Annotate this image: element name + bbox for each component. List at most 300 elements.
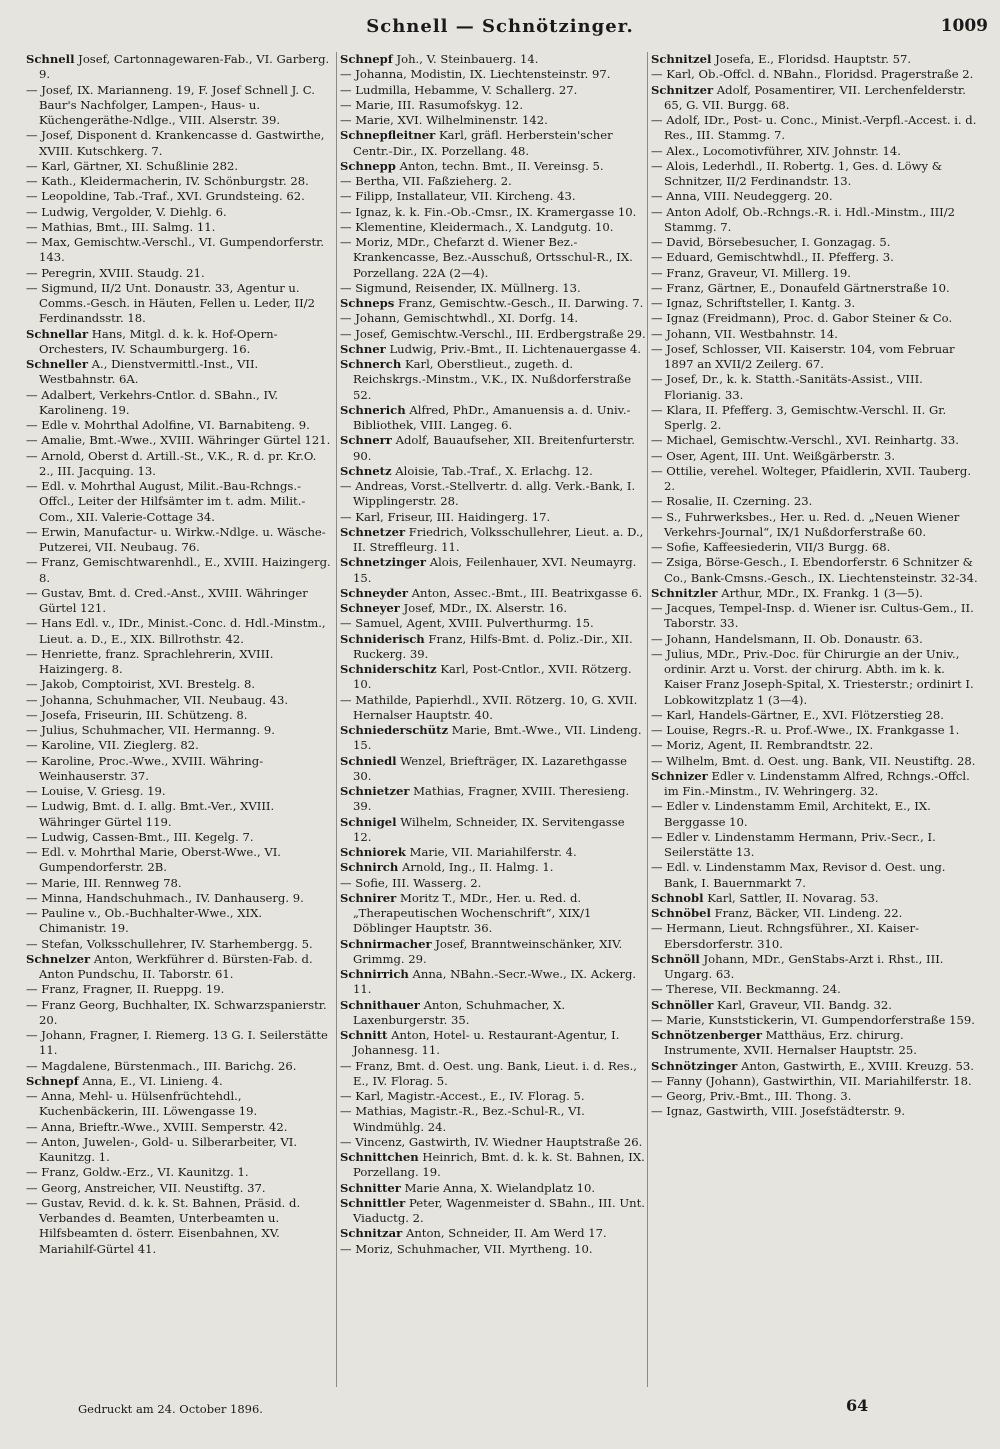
entry-text: Matthäus, Erz. chirurg. Instrumente, XVII. Hernalser Hauptstr. 25. (664, 1028, 917, 1058)
directory-entry (651, 205, 982, 236)
entry-text: — Georg, Anstreicher, VII. Neustiftg. 37. (26, 1180, 266, 1195)
entry-text: — Arnold, Oberst d. Artill.-St., V.K., R. d. pr. Kr.O. 2., III. Jacquing. 13. (26, 448, 317, 478)
entry-text: — Edl. v. Mohrthal Marie, Oberst-Wwe., VI. Gumpendorferstr. 2B. (26, 845, 281, 875)
entry-text: Marie, VII. Mariahilferstr. 4. (405, 845, 577, 859)
directory-entry (26, 189, 333, 204)
directory-entry (340, 1135, 646, 1150)
directory-entry (340, 525, 646, 556)
entry-text: Adolf, Posamentirer, VII. Lerchenfelderstr. 65, G. VII. Burgg. 68. (664, 82, 966, 112)
directory-entry (26, 555, 333, 586)
entry-text: — Ludmilla, Hebamme, V. Schallerg. 27. (340, 82, 578, 97)
entry-text: — Jakob, Comptoirist, XVI. Brestelg. 8. (26, 677, 256, 692)
surname-heading: Schnitt (340, 1028, 388, 1042)
directory-entry (651, 235, 982, 250)
directory-entry (340, 967, 646, 998)
entry-text: Anton, Gastwirth, E., XVIII. Kreuzg. 53. (737, 1058, 974, 1073)
entry-text: — Adalbert, Verkehrs-Cntlor. d. SBahn., IV. Karolineng. 19. (26, 387, 279, 417)
directory-entry (651, 647, 982, 708)
entry-text: — Ignaz, Gastwirth, VIII. Josefstädterstr. 9. (651, 1104, 906, 1119)
entry-text: — Anton, Juwelen-, Gold- u. Silberarbeiter, VI. Kaunitzg. 1. (26, 1134, 298, 1164)
surname-heading: Schnöbel (651, 906, 711, 920)
surname-heading: Schnötzenberger (651, 1028, 762, 1042)
directory-entry (26, 83, 333, 129)
entry-text: — Kath., Kleidermacherin, IV. Schönburgstr. 28. (26, 174, 309, 188)
directory-entry (340, 754, 646, 785)
surname-heading: Schnötzinger (651, 1058, 738, 1073)
entry-text: — Moriz, Schuhmacher, VII. Myrtheng. 10. (340, 1241, 593, 1256)
directory-entry (340, 98, 646, 113)
entry-text: Wilhelm, Schneider, IX. Servitengasse 12. (353, 814, 625, 844)
directory-entry (651, 67, 982, 82)
directory-entry (26, 876, 333, 891)
directory-entry (340, 479, 646, 510)
directory-entry (340, 342, 646, 357)
directory-entry (340, 357, 646, 403)
directory-entry (651, 1013, 982, 1028)
directory-entry (340, 723, 646, 754)
directory-entry (340, 1181, 646, 1196)
entry-text: Anna, NBahn.-Secr.-Wwe., IX. Ackerg. 11. (353, 967, 637, 997)
directory-entry (651, 738, 982, 753)
directory-entry (651, 250, 982, 265)
entry-text: — Louise, Regrs.-R. u. Prof.-Wwe., IX. Frankgasse 1. (651, 723, 960, 737)
directory-entry (651, 1089, 982, 1104)
directory-entry (340, 876, 646, 891)
entry-text: — Georg, Priv.-Bmt., III. Thong. 3. (651, 1089, 852, 1103)
directory-entry (651, 266, 982, 281)
directory-entry (340, 433, 646, 464)
directory-entry (26, 754, 333, 785)
directory-entry (26, 952, 333, 983)
entry-text: Karl, Graveur, VII. Bandg. 32. (713, 997, 892, 1012)
directory-entry (340, 891, 646, 937)
entry-text: — Max, Gemischtw.-Verschl., VI. Gumpendorferstr. 143. (26, 235, 325, 265)
entry-text: — Ludwig, Vergolder, V. Diehlg. 6. (26, 204, 227, 219)
entry-text: — Gustav, Revid. d. k. k. St. Bahnen, Präsid. d. Verbandes d. Beamten, Unterbeamten u. Hilfsbeamten d. österr. Eisenbahnen, XV. Mariahilf-Gürtel 41. (26, 1195, 301, 1256)
directory-entry (651, 311, 982, 326)
directory-entry (651, 403, 982, 434)
entry-text: — Franz, Fragner, II. Rueppg. 19. (26, 982, 225, 997)
directory-entry (651, 952, 982, 983)
surname-heading: Schnitzar (340, 1226, 403, 1241)
entry-text: — Erwin, Manufactur- u. Wirkw.-Ndlge. u. Wäsche-Putzerei, VII. Neubaug. 76. (26, 524, 326, 554)
directory-entry (26, 159, 333, 174)
directory-entry (340, 159, 646, 174)
directory-entry (340, 601, 646, 616)
entry-text: Peter, Wagenmeister d. SBahn., III. Unt. Viaductg. 2. (353, 1195, 645, 1225)
directory-entry (26, 647, 333, 678)
directory-entry (26, 723, 333, 738)
directory-entry (340, 998, 646, 1029)
entry-text: Josef, Cartonnagewaren-Fab., VI. Garberg. 9. (39, 52, 330, 82)
directory-entry (340, 464, 646, 479)
directory-entry (340, 174, 646, 189)
directory-entry (651, 982, 982, 997)
page-title: Schnell — Schnötzinger. (366, 16, 634, 37)
entry-text: Aloisie, Tab.-Traf., X. Erlachg. 12. (391, 463, 593, 478)
entry-text: — Sigmund, II/2 Unt. Donaustr. 33, Agentur u. Comms.-Gesch. in Häuten, Fellen u. Leder, II/2 Ferdinandsstr. 18. (26, 280, 315, 326)
surname-heading: Schnitter (340, 1180, 401, 1195)
entry-text: — Karl, Ob.-Offcl. d. NBahn., Floridsd. Pragerstraße 2. (651, 67, 974, 82)
directory-entry (340, 845, 646, 860)
directory-entry (340, 815, 646, 846)
directory-entry (26, 418, 333, 433)
entry-text: — Karl, Handels-Gärtner, E., XVI. Flötzerstieg 28. (651, 707, 944, 722)
entry-text: — Josef, Gemischtw.-Verschl., III. Erdbergstraße 29. (340, 326, 646, 341)
entry-text: — Josef, IX. Marianneng. 19, F. Josef Schnell J. C. Baur's Nachfolger, Lampen-, Haus- u. Küchengeräthe-Ndlge., VIII. Alserstr. 39. (26, 82, 315, 127)
entry-text: Karl, gräfl. Herberstein'scher Centr.-Dir., IX. Porzellang. 48. (353, 128, 613, 158)
entry-text: — Henriette, franz. Sprachlehrerin, XVIII. Haizingerg. 8. (26, 646, 274, 676)
surname-heading: Schnöller (651, 997, 714, 1012)
directory-entry (651, 723, 982, 738)
surname-heading: Schneyer (340, 601, 400, 615)
surname-heading: Schnerr (340, 433, 392, 448)
directory-entry (340, 113, 646, 128)
column-left (26, 52, 333, 1257)
surname-heading: Schnöll (651, 951, 700, 966)
entry-text: — Edle v. Mohrthal Adolfine, VI. Barnabiteng. 9. (26, 418, 310, 432)
entry-text: — Louise, V. Griesg. 19. (26, 784, 166, 798)
entry-text: — Josef, Schlosser, VII. Kaiserstr. 104, vom Februar 1897 an XVII/2 Zeilerg. 67. (651, 341, 955, 371)
directory-entry (340, 67, 646, 82)
entry-text: — David, Börsebesucher, I. Gonzagag. 5. (651, 235, 891, 249)
entry-text: — Marie, Kunststickerin, VI. Gumpendorferstraße 159. (651, 1012, 975, 1027)
entry-text: — Bertha, VII. Faßzieherg. 2. (340, 174, 512, 188)
directory-entry (340, 403, 646, 434)
entry-text: Karl, Post-Cntlor., XVII. Rötzerg. 10. (353, 662, 632, 692)
entry-text: — Julius, Schuhmacher, VII. Hermanng. 9. (26, 723, 275, 737)
entry-text: — Fanny (Johann), Gastwirthin, VII. Mariahilferstr. 18. (651, 1073, 972, 1088)
directory-entry (26, 281, 333, 327)
directory-entry (651, 464, 982, 495)
entry-text: — Alois, Lederhdl., II. Robertg. 1, Ges. d. Löwy & Schnitzer, II/2 Ferdinandstr. 13. (651, 158, 943, 188)
directory-entry (651, 327, 982, 342)
directory-entry (26, 205, 333, 220)
directory-entry (340, 693, 646, 724)
entry-text: — Karl, Gärtner, XI. Schußlinie 282. (26, 158, 239, 173)
surname-heading: Schnerich (340, 402, 406, 417)
directory-entry (340, 586, 646, 601)
directory-entry (340, 1059, 646, 1090)
directory-entry (26, 1059, 333, 1074)
entry-text: Adolf, Bauaufseher, XII. Breitenfurterstr. 90. (353, 433, 635, 463)
entry-text: — Karoline, Proc.-Wwe., XVIII. Währing-Weinhauserstr. 37. (26, 753, 264, 783)
directory-entry (26, 708, 333, 723)
directory-entry (651, 586, 982, 601)
directory-entry (26, 998, 333, 1029)
directory-entry (340, 327, 646, 342)
directory-entry (340, 189, 646, 204)
entry-text: — Johann, Fragner, I. Riemerg. 13 G. I. Seilerstätte 11. (26, 1028, 328, 1058)
entry-text: — Josef, Disponent d. Krankencasse d. Gastwirthe, XVIII. Kutschkerg. 7. (26, 128, 325, 158)
entry-text: Johann, MDr., GenStabs-Arzt i. Rhst., III. Ungarg. 63. (664, 951, 944, 981)
entry-text: — Hermann, Lieut. Rchngsführer., XI. Kaiser-Ebersdorferstr. 310. (651, 921, 920, 951)
directory-entry (26, 693, 333, 708)
entry-text: — Marie, XVI. Wilhelminenstr. 142. (340, 113, 548, 127)
entry-text: Alfred, PhDr., Amanuensis a. d. Univ.-Bibliothek, VIII. Langeg. 6. (353, 402, 631, 432)
directory-entry (340, 784, 646, 815)
directory-entry (651, 189, 982, 204)
directory-entry (651, 921, 982, 952)
surname-heading: Schniderisch (340, 631, 425, 646)
directory-entry (651, 1028, 982, 1059)
entry-text: — Filipp, Installateur, VII. Kircheng. 43. (340, 189, 576, 204)
surname-heading: Schnetzer (340, 524, 406, 539)
entry-text: — Moriz, Agent, II. Rembrandtstr. 22. (651, 738, 874, 753)
entry-text: Josef, Branntweinschänker, XIV. Grimmg. 29. (353, 936, 623, 966)
entry-text: Anton, Hotel- u. Restaurant-Agentur, I. Johannesg. 11. (353, 1028, 620, 1058)
directory-entry (26, 525, 333, 556)
entry-text: — Franz, Bmt. d. Oest. ung. Bank, Lieut. i. d. Res., E., IV. Florag. 5. (340, 1058, 637, 1088)
directory-entry (26, 616, 333, 647)
surname-heading: Schnobl (651, 890, 704, 905)
directory-entry (26, 1181, 333, 1196)
directory-entry (26, 784, 333, 799)
surname-heading: Schnerch (340, 357, 402, 371)
directory-entry (26, 220, 333, 235)
surname-heading: Schniederschütz (340, 723, 449, 737)
entry-text: — Wilhelm, Bmt. d. Oest. ung. Bank, VII. Neustiftg. 28. (651, 753, 976, 768)
entry-text: — Mathias, Magistr.-R., Bez.-Schul-R., VI. Windmühlg. 24. (340, 1104, 585, 1134)
directory-entry (340, 632, 646, 663)
directory-entry (651, 998, 982, 1013)
entry-text: — Anna, Mehl- u. Hülsenfrüchtehdl., Kuchenbäckerin, III. Löwengasse 19. (26, 1089, 258, 1119)
directory-entry (26, 1074, 333, 1089)
directory-entry (651, 296, 982, 311)
directory-entry (340, 281, 646, 296)
directory-entry (651, 1059, 982, 1074)
entry-text: Anton, Schuhmacher, X. Laxenburgerstr. 35. (353, 997, 566, 1027)
directory-entry (26, 845, 333, 876)
entry-text: — Minna, Handschuhmach., IV. Danhauserg. 9. (26, 890, 304, 905)
entry-text: Friedrich, Volksschullehrer, Lieut. a. D., II. Streffleurg. 11. (353, 524, 644, 554)
directory-entry (651, 159, 982, 190)
surname-heading: Schniderschitz (340, 662, 437, 676)
directory-entry (651, 860, 982, 891)
entry-text: — Karl, Magistr.-Accest., E., IV. Florag. 5. (340, 1089, 585, 1103)
directory-entry (651, 906, 982, 921)
directory-entry (340, 311, 646, 326)
surname-heading: Schnigel (340, 814, 397, 829)
surname-heading: Schnetz (340, 463, 392, 478)
directory-entry (340, 1242, 646, 1257)
directory-entry (340, 83, 646, 98)
directory-entry (651, 83, 982, 114)
entry-text: — Johanna, Modistin, IX. Liechtensteinstr. 97. (340, 67, 611, 82)
entry-text: — Edler v. Lindenstamm Emil, Architekt, E., IX. Berggasse 10. (651, 799, 931, 829)
entry-text: — Eduard, Gemischtwhdl., II. Pfefferg. 3. (651, 250, 894, 265)
directory-entry (26, 433, 333, 448)
surname-heading: Schnitzel (651, 52, 712, 66)
directory-entry (340, 662, 646, 693)
entry-text: — Stefan, Volksschullehrer, IV. Starhembergg. 5. (26, 936, 313, 951)
entry-text: — Franz, Graveur, VI. Millerg. 19. (651, 265, 851, 280)
entry-text: — Andreas, Vorst.-Stellvertr. d. allg. Verk.-Bank, I. Wipplingerstr. 28. (340, 479, 636, 509)
directory-entry (340, 555, 646, 586)
entry-text: — Franz, Gemischtwarenhdl., E., XVIII. Haizingerg. 8. (26, 555, 331, 585)
entry-text: — Ignaz, k. k. Fin.-Ob.-Cmsr., IX. Kramergasse 10. (340, 204, 637, 219)
directory-entry (340, 220, 646, 235)
entry-text: — Jacques, Tempel-Insp. d. Wiener isr. Cultus-Gem., II. Taborstr. 33. (651, 601, 974, 631)
entry-text: — Josefa, Friseurin, III. Schützeng. 8. (26, 707, 248, 722)
surname-heading: Schner (340, 341, 386, 356)
entry-text: Anna, E., VI. Linieng. 4. (78, 1073, 223, 1088)
directory-entry (340, 1028, 646, 1059)
entry-text: — Ludwig, Cassen-Bmt., III. Kegelg. 7. (26, 829, 254, 844)
entry-text: — Hans Edl. v., IDr., Minist.-Conc. d. Hdl.-Minstm., Lieut. a. D., E., XIX. Billrothstr. 42. (26, 616, 326, 646)
directory-entry (26, 235, 333, 266)
print-date: Gedruckt am 24. October 1896. (78, 1402, 263, 1416)
entry-text: — Franz, Gärtner, E., Donaufeld Gärtnerstraße 10. (651, 280, 950, 295)
column-divider (336, 52, 337, 1387)
directory-entry (651, 555, 982, 586)
entry-text: Arthur, MDr., IX. Frankg. 1 (3—5). (717, 585, 923, 600)
entry-text: — Edl. v. Mohrthal August, Milit.-Bau-Rchngs.-Offcl., Leiter der Hilfsämter im t. adm. Milit.-Com., XII. Valerie-Cottage 34. (26, 479, 306, 524)
surname-heading: Schniedl (340, 753, 397, 768)
directory-entry (340, 1104, 646, 1135)
entry-text: — Sofie, Kaffeesiederin, VII/3 Burgg. 68. (651, 540, 891, 554)
directory-entry (651, 1104, 982, 1119)
surname-heading: Schnirmacher (340, 936, 432, 951)
surname-heading: Schneps (340, 296, 395, 310)
entry-text: — Moriz, MDr., Chefarzt d. Wiener Bez.-Krankencasse, Bez.-Ausschuß, Ortsschul-R., IX. Porzellang. 22A (2—4). (340, 235, 633, 280)
entry-text: Marie Anna, X. Wielandplatz 10. (400, 1180, 596, 1195)
entry-text: — Johann, Handelsmann, II. Ob. Donaustr. 63. (651, 631, 923, 646)
directory-entry (26, 906, 333, 937)
directory-entry (651, 281, 982, 296)
directory-entry (26, 799, 333, 830)
entry-text: — Peregrin, XVIII. Staudg. 21. (26, 265, 205, 280)
directory-entry (340, 52, 646, 67)
entry-text: — Josef, Dr., k. k. Statth.-Sanitäts-Assist., VIII. Florianig. 33. (651, 372, 923, 402)
surname-heading: Schnitzler (651, 585, 718, 600)
entry-text: — Rosalie, II. Czerning. 23. (651, 494, 813, 509)
entry-text: — Marie, III. Rennweg 78. (26, 875, 182, 890)
entry-text: — S., Fuhrwerksbes., Her. u. Red. d. „Neuen Wiener Verkehrs-Journal“, IX/1 Nußdorferstraße 60. (651, 509, 960, 539)
entry-text: — Michael, Gemischtw.-Verschl., XVI. Reinhartg. 33. (651, 433, 959, 448)
directory-entry (26, 937, 333, 952)
directory-entry (651, 372, 982, 403)
entry-text: Hans, Mitgl. d. k. k. Hof-Opern-Orchesters, IV. Schaumburgerg. 16. (39, 326, 278, 356)
directory-entry (26, 738, 333, 753)
surname-heading: Schnizer (651, 768, 708, 783)
entry-text: — Adolf, IDr., Post- u. Conc., Minist.-Verpfl.-Accest. i. d. Res., III. Stammg. 7. (651, 113, 977, 143)
entry-text: — Anna, VIII. Neudeggerg. 20. (651, 189, 833, 204)
entry-text: Moritz T., MDr., Her. u. Red. d. „Therapeutischen Wochenschrift“, XIX/1 Döblinger Hauptstr. 36. (353, 890, 592, 936)
directory-entry (26, 1196, 333, 1257)
entry-text: — Edler v. Lindenstamm Hermann, Priv.-Secr., I. Seilerstätte 13. (651, 829, 936, 859)
directory-entry (26, 52, 333, 83)
directory-entry (651, 632, 982, 647)
entry-text: — Ignaz (Freidmann), Proc. d. Gabor Steiner & Co. (651, 311, 953, 326)
directory-entry (651, 1074, 982, 1089)
entry-text: — Oser, Agent, III. Unt. Weißgärberstr. 3. (651, 448, 896, 463)
surname-heading: Schnirrich (340, 967, 409, 981)
entry-text: — Mathias, Bmt., III. Salmg. 11. (26, 219, 216, 234)
entry-text: — Karl, Friseur, III. Haidingerg. 17. (340, 509, 551, 524)
entry-text: Franz, Gemischtw.-Gesch., II. Darwing. 7. (394, 296, 644, 310)
directory-entry (26, 982, 333, 997)
entry-text: — Ottilie, verehel. Wolteger, Pfaidlerin, XVII. Tauberg. 2. (651, 463, 972, 493)
directory-entry (651, 144, 982, 159)
entry-text: — Karoline, VII. Zieglerg. 82. (26, 738, 199, 753)
surname-heading: Schneyder (340, 585, 408, 600)
surname-heading: Schnepfleitner (340, 128, 436, 143)
directory-entry (26, 174, 333, 189)
entry-text: — Vincenz, Gastwirth, IV. Wiedner Hauptstraße 26. (340, 1134, 643, 1149)
directory-entry (340, 1226, 646, 1241)
surname-heading: Schnirer (340, 890, 397, 905)
directory-entry (651, 754, 982, 769)
entry-text: — Samuel, Agent, XVIII. Pulverthurmg. 15. (340, 616, 594, 631)
directory-entry (651, 342, 982, 373)
entry-text: — Franz Georg, Buchhalter, IX. Schwarzspanierstr. 20. (26, 997, 327, 1027)
directory-entry (26, 1089, 333, 1120)
entry-text: — Therese, VII. Beckmanng. 24. (651, 982, 841, 997)
directory-entry (340, 510, 646, 525)
entry-text: Karl, Oberstlieut., zugeth. d. Reichskrgs.-Minstm., V.K., IX. Nußdorferstraße 52. (353, 357, 632, 402)
directory-entry (651, 52, 982, 67)
entry-text: — Pauline v., Ob.-Buchhalter-Wwe., XIX. Chimanistr. 19. (26, 906, 263, 936)
column-divider (647, 52, 648, 1387)
surname-heading: Schniorek (340, 845, 406, 859)
page-header (0, 14, 1000, 44)
directory-entry (340, 296, 646, 311)
entry-text: — Magdalene, Bürstenmach., III. Barichg. 26. (26, 1058, 297, 1073)
surname-heading: Schnithauer (340, 997, 420, 1012)
surname-heading: Schnepf (340, 52, 393, 66)
directory-entry (340, 205, 646, 220)
entry-text: Anton, Schneider, II. Am Werd 17. (402, 1226, 607, 1241)
surname-heading: Schnelzer (26, 951, 91, 966)
entry-text: Ludwig, Priv.-Bmt., II. Lichtenauergasse 4. (385, 341, 642, 356)
entry-text: Arnold, Ing., II. Halmg. 1. (398, 860, 554, 875)
entry-text: — Anna, Brieftr.-Wwe., XVIII. Semperstr. 42. (26, 1119, 288, 1134)
directory-entry (26, 449, 333, 480)
entry-text: — Marie, III. Rasumofskyg. 12. (340, 97, 523, 112)
entry-text: Heinrich, Bmt. d. k. k. St. Bahnen, IX. Porzellang. 19. (353, 1150, 645, 1180)
entry-text: — Sofie, III. Wasserg. 2. (340, 875, 482, 890)
entry-text: Alois, Feilenhauer, XVI. Neumayrg. 15. (353, 555, 637, 585)
entry-text: — Amalie, Bmt.-Wwe., XVIII. Währinger Gürtel 121. (26, 433, 331, 448)
column-middle (340, 52, 646, 1257)
entry-text: — Edl. v. Lindenstamm Max, Revisor d. Oest. ung. Bank, I. Bauernmarkt 7. (651, 860, 946, 890)
entry-text: — Julius, MDr., Priv.-Doc. für Chirurgie an der Univ., ordinir. Arzt u. Vorst. der chirurg. Abth. im k. k. Kaiser Franz Joseph-Spital, X. Triesterstr.; ordinirt I. Lobkowitzplatz 1 (3—4). (651, 646, 974, 707)
directory-entry (26, 128, 333, 159)
directory-entry (26, 830, 333, 845)
entry-text: A., Dienstvermittl.-Inst., VII. Westbahnstr. 6A. (39, 357, 259, 387)
directory-entry (651, 510, 982, 541)
directory-entry (340, 128, 646, 159)
entry-text: Marie, Bmt.-Wwe., VII. Lindeng. 15. (353, 723, 642, 753)
directory-entry (340, 1150, 646, 1181)
directory-entry (651, 769, 982, 800)
directory-entry (340, 616, 646, 631)
directory-entry (651, 113, 982, 144)
surname-heading: Schnietzer (340, 784, 410, 798)
entry-text: — Mathilde, Papierhdl., XVII. Rötzerg. 10, G. XVII. Hernalser Hauptstr. 40. (340, 692, 638, 722)
entry-text: Karl, Sattler, II. Novarag. 53. (703, 890, 879, 905)
directory-entry (26, 586, 333, 617)
directory-entry (340, 1089, 646, 1104)
entry-text: — Franz, Goldw.-Erz., VI. Kaunitzg. 1. (26, 1165, 249, 1180)
entry-text: Josef, MDr., IX. Alserstr. 16. (399, 601, 568, 615)
page-number: 1009 (940, 16, 988, 36)
directory-entry (651, 449, 982, 464)
sheet-number: 64 (846, 1396, 869, 1415)
entry-text: Franz, Hilfs-Bmt. d. Poliz.-Dir., XII. Ruckerg. 39. (353, 631, 633, 661)
directory-entry (340, 860, 646, 875)
